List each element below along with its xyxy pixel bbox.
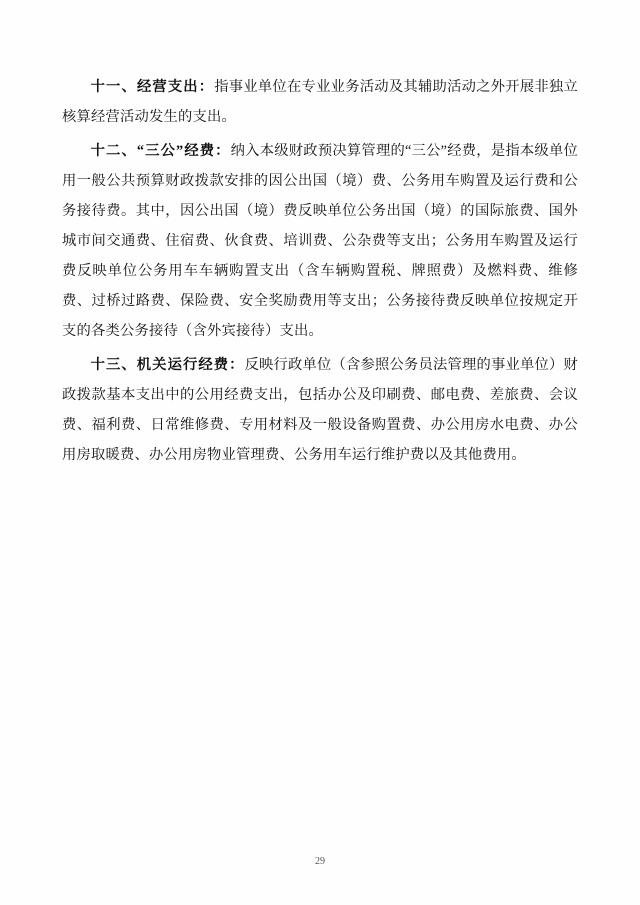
paragraph-item-13: [62, 350, 578, 470]
paragraph-item-12: [62, 136, 578, 346]
page-number: 29: [315, 856, 325, 867]
paragraph-body-item-11: 指事业单位在专业业务活动及其辅助活动之外开展非独立核算经营活动发生的支出。: [62, 79, 578, 125]
paragraph-lead-item-11: 十一、经营支出：: [90, 79, 215, 95]
paragraph-lead-item-13: 十三、机关运行经费：: [90, 357, 245, 373]
paragraph-body-item-13: 反映行政单位（含参照公务员法管理的事业单位）财政拨款基本支出中的公用经费支出，包括办公及印刷费、邮电费、差旅费、会议费、福利费、日常维修费、专用材料及一般设备购置费、办公用房水电费、办公用房取暖费、办公用房物业管理费、公务用车运行维护费以及其他费用。: [62, 357, 578, 463]
paragraph-body-item-12: 纳入本级财政预决算管理的“三公”经费，是指本级单位用一般公共预算财政拨款安排的因公出国（境）费、公务用车购置及运行费和公务接待费。其中，因公出国（境）费反映单位公务出国（境）的国际旅费、国外城市间交通费、住宿费、伙食费、培训费、公杂费等支出；公务用车购置及运行费反映单位公务用车车辆购置支出（含车辆购置税、牌照费）及燃料费、维修费、过桥过路费、保险费、安全奖励费用等支出；公务接待费反映单位按规定开支的各类公务接待（含外宾接待）支出。: [62, 143, 578, 339]
paragraph-lead-item-12: 十二、“三公”经费：: [90, 143, 231, 159]
paragraph-item-11: [62, 72, 578, 132]
